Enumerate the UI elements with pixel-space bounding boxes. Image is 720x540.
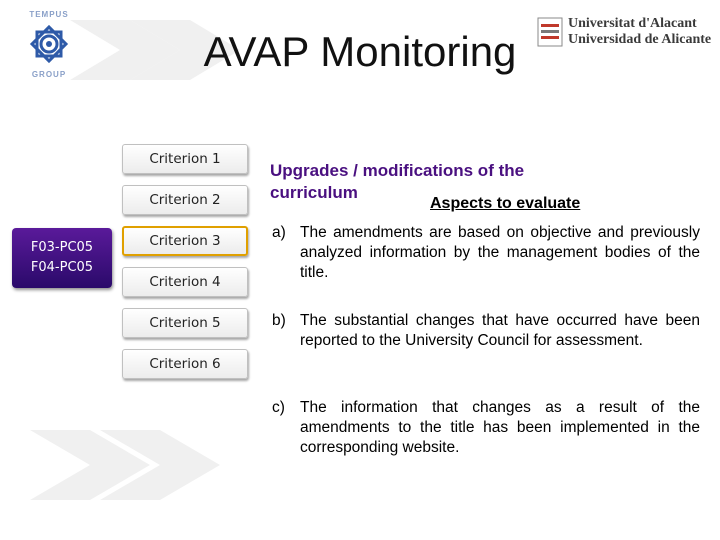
aspect-item-b bbox=[272, 311, 700, 351]
criterion-label: Criterion 5 bbox=[149, 315, 221, 331]
aspect-item-a bbox=[272, 223, 700, 283]
aspect-text: The substantial changes that have occurred have been reported to the University Council for assessment. bbox=[300, 312, 700, 349]
aspect-text: The amendments are based on objective and previously analyzed information by the management bodies of the title. bbox=[300, 224, 700, 281]
criterion-label: Criterion 2 bbox=[149, 192, 221, 208]
criterion-label: Criterion 4 bbox=[149, 274, 221, 290]
criterion-1-button[interactable] bbox=[122, 144, 248, 174]
procedure-code-line1: F03-PC05 bbox=[30, 240, 94, 255]
tempus-logo-top-text: TEMPUS bbox=[29, 10, 69, 19]
tempus-logo-bottom-text: GROUP bbox=[31, 70, 67, 79]
criterion-4-button[interactable] bbox=[122, 267, 248, 297]
aspects-subheading: Aspects to evaluate bbox=[430, 195, 581, 212]
university-name-line1: Universitat d'Alacant bbox=[568, 16, 697, 31]
page-title: AVAP Monitoring bbox=[203, 28, 517, 75]
criterion-label: Criterion 3 bbox=[149, 233, 221, 249]
criterion-5-button[interactable] bbox=[122, 308, 248, 338]
criterion-label: Criterion 6 bbox=[149, 356, 221, 372]
tempus-emblem-icon bbox=[28, 22, 70, 66]
university-name-line2: Universidad de Alicante bbox=[568, 32, 712, 47]
aspect-item-c bbox=[272, 398, 700, 458]
aspect-marker: c) bbox=[272, 399, 285, 416]
criterion-3-button[interactable] bbox=[122, 226, 248, 256]
criterion-label: Criterion 1 bbox=[149, 151, 221, 167]
university-logo bbox=[536, 14, 716, 54]
aspect-marker: a) bbox=[272, 224, 286, 241]
aspect-marker: b) bbox=[272, 312, 286, 329]
procedure-code-line2: F04-PC05 bbox=[30, 260, 94, 275]
section-heading-line2: curriculum bbox=[270, 183, 358, 202]
section-heading-line1: Upgrades / modifications of the bbox=[270, 161, 525, 180]
procedure-code-badge bbox=[12, 228, 112, 288]
criterion-2-button[interactable] bbox=[122, 185, 248, 215]
criterion-6-button[interactable] bbox=[122, 349, 248, 379]
aspect-text: The information that changes as a result of the amendments to the title has been implemented in the corresponding website. bbox=[300, 399, 700, 456]
tempus-logo bbox=[14, 10, 84, 80]
university-name bbox=[568, 16, 711, 48]
